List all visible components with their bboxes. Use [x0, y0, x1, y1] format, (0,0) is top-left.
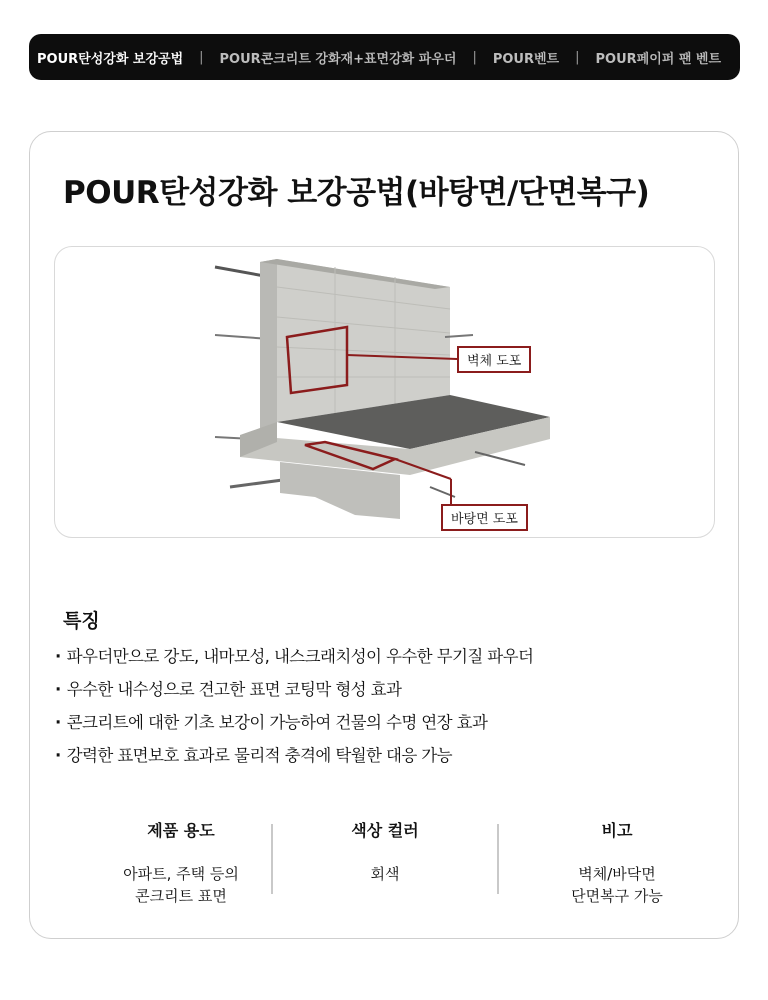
- list-item: · 강력한 표면보호 효과로 물리적 충격에 탁월한 대응 가능: [55, 739, 533, 772]
- info-column-color: [272, 818, 498, 885]
- product-card: [29, 131, 739, 939]
- features-heading: 특징: [63, 610, 100, 632]
- usage-value: 아파트, 주택 등의 콘크리트 표면: [123, 865, 239, 905]
- nav-item-vent[interactable]: POUR벤트: [492, 51, 560, 67]
- usage-heading: 제품 용도: [147, 821, 215, 840]
- nav-separator: |: [472, 49, 477, 65]
- info-column-usage: [68, 818, 294, 907]
- list-item: · 우수한 내수성으로 견고한 표면 코팅막 형성 효과: [55, 673, 533, 706]
- product-info-table: [30, 818, 740, 908]
- info-column-note: [504, 818, 730, 907]
- color-value: 회색: [370, 865, 400, 883]
- page-title: POUR탄성강화 보강공법(바탕면/단면복구): [63, 175, 650, 211]
- top-navigation: [29, 34, 740, 80]
- column-divider: [497, 824, 499, 894]
- color-heading: 색상 컬러: [351, 821, 419, 840]
- wall-floor-diagram: [55, 247, 715, 538]
- nav-item-paper-fan-vent[interactable]: POUR페이퍼 팬 벤트: [595, 51, 722, 67]
- callout-wall-coating: 벽체 도포: [457, 346, 531, 373]
- list-item: · 파우더만으로 강도, 내마모성, 내스크래치성이 우수한 무기질 파우더: [55, 640, 533, 673]
- note-heading: 비고: [601, 821, 633, 840]
- nav-item-concrete-hardener[interactable]: POUR콘크리트 강화재+표면강화 파우더: [219, 51, 457, 67]
- nav-item-elastic-reinforcement[interactable]: POUR탄성강화 보강공법: [37, 51, 184, 67]
- note-value: 벽체/바닥면 단면복구 가능: [571, 865, 663, 905]
- nav-separator: |: [575, 49, 580, 65]
- callout-floor-coating: 바탕면 도포: [441, 504, 528, 531]
- nav-separator: |: [199, 49, 204, 65]
- feature-list: [55, 640, 533, 772]
- list-item: · 콘크리트에 대한 기초 보강이 가능하여 건물의 수명 연장 효과: [55, 706, 533, 739]
- construction-illustration: [54, 246, 715, 538]
